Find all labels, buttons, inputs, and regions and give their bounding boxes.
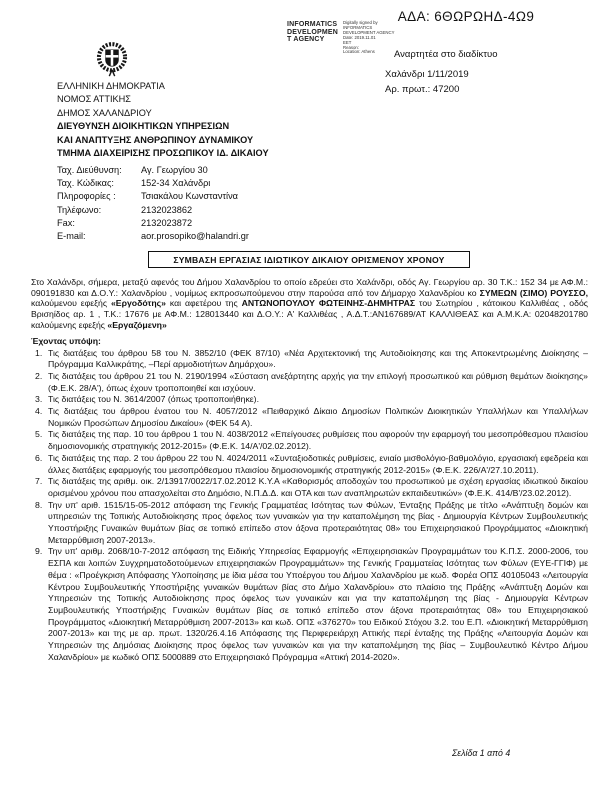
contact-value: 152-34 Χαλάνδρι (141, 178, 211, 189)
list-item-number: 5. (35, 429, 43, 440)
ada-code: ΑΔΑ: 6ΘΩΡΩΗΔ-4Ω9 (397, 9, 535, 24)
signature-line: EET (343, 39, 352, 45)
contact-value: Τσιακάλου Κωνσταντίνα (141, 191, 238, 202)
intro-paragraph (31, 277, 588, 331)
list-item-7 (31, 476, 588, 499)
contact-row-postcode (57, 177, 249, 190)
list-item-text: Την υπ' αριθ. 1515/15-05-2012 απόφαση της Γενικής Γραμματέας Ισότητας των Φύλων, Ένταξης Πράξης με τίτλο «Ανάπτυξη δομών και υπηρεσιών της Τοπικής Αυτοδιοίκησης προς όφελος των γυναικών για την καταπολέμηση της βίας - Δημιουργία Κέντρων Συμβουλευτικής Υποστήριξης Γυναικών θυμάτων βίας σε τοπικό επίπεδο στον άξονα προτεραιότητας 08» του Επιχειρησιακού Προγράμματος «Διοικητική Μεταρρύθμιση 2007-2013». (48, 499, 588, 545)
list-item-text: Τις διατάξεις της παρ. 2 του άρθρου 22 του Ν. 4024/2011 «Συνταξιοδοτικές ρυθμίσεις, ενιαίο μισθολόγιο-βαθμολόγιο, εργασιακή εφεδρεία και άλλες διατάξεις εφαρμογής του μεσοπρόθεσμου πλαισίου δημοσιονομικής στρατηγικής 2012-2015» (Φ.Ε.Κ. 226/Α'/27.10.2011). (48, 452, 588, 475)
stamp-line: INFORMATICS (287, 21, 338, 28)
contact-row-phone (57, 204, 249, 217)
contact-row-information (57, 190, 249, 203)
stamp-line: T AGENCY (287, 36, 325, 44)
list-item-text: Τις διατάξεις του άρθρου ένατου του Ν. 4057/2012 «Πειθαρχικό Δίκαιο Δημοσίων Πολιτικών Διοικητικών Υπαλλήλων και Υπαλλήλων Νομικών Προσώπων Δημοσίου Δικαίου» (ΦΕΚ 54 Α). (48, 406, 588, 428)
list-item-number: 9. (35, 546, 43, 557)
intro-segment: Στο Χαλάνδρι, σήμερα, μεταξύ αφενός του Δήμου Χαλανδρίου το οποίο εδρεύει στο Χαλάνδρι, οδός Αγ. Γεωργίου αρ. 30 Τ.Κ.: 152 34 με ΑΦ.Μ.: 090191830 και Δ.Ο.Υ.: Χαλανδρίου , νομίμως εκπροσωπούμενου στην παρούσα από τον Δήμαρχο Χαλανδρίου κο (31, 277, 588, 298)
contact-row-address (57, 164, 249, 177)
employee-name: ΑΝΤΩΝΟΠΟΥΛΟΥ ΦΩΤΕΙΝΗΣ-ΔΗΜΗΤΡΑΣ (241, 298, 416, 309)
list-item-3 (31, 394, 588, 406)
list-item-number: 2. (35, 370, 43, 381)
contact-value: 2132023872 (141, 217, 193, 228)
signature-line: Date: 2019.11.01 (343, 34, 376, 40)
letterhead-directorate: ΔΙΕΥΘΥΝΣΗ ΔΙΟΙΚΗΤΙΚΩΝ ΥΠΗΡΕΣΙΩΝ (57, 121, 230, 132)
list-item-5 (31, 429, 588, 452)
signature-line: INFORMATICS (343, 24, 373, 30)
greek-coat-of-arms-icon (94, 40, 130, 78)
letterhead (57, 80, 269, 160)
document-body (31, 277, 588, 664)
contact-label: Ταχ. Διεύθυνση: (57, 165, 122, 175)
posted-on-internet-note: Αναρτητέα στο διαδίκτυο (394, 49, 498, 60)
list-item-number: 6. (35, 452, 43, 463)
contact-info-table (57, 164, 249, 243)
list-item-text: Τις διατάξεις του Ν. 3614/2007 (όπως τροποποιήθηκε). (48, 394, 259, 405)
intro-segment: του Σωτηρίου , κάτοικου Καλλιθέας , οδός Βρισηίδος αρ. 1 , Τ.Κ.: 17676 με ΑΦ.Μ.: 128013440 και Δ.Ο.Υ.: Α' Καλλιθέας , Α.Δ.Τ.:ΑΝ167689/ΑΤ ΚΑΛΛΙΘΕΑΣ και Α.Μ.Κ.Α: 02048201780 καλούμενης εφεξής (31, 298, 588, 330)
contact-row-email (57, 230, 249, 243)
letterhead-municipality: ΔΗΜΟΣ ΧΑΛΑΝΔΡΙΟΥ (57, 107, 152, 118)
list-item-6 (31, 453, 588, 476)
list-item-9 (31, 546, 588, 663)
stamp-line: DEVELOPMEN (287, 28, 339, 36)
letterhead-republic: ΕΛΛΗΝΙΚΗ ΔΗΜΟΚΡΑΤΙΑ (57, 81, 165, 91)
place-date: Χαλάνδρι 1/11/2019 (385, 69, 469, 80)
place-date-block (385, 67, 469, 97)
list-item-text: Τις διατάξεις του άρθρου 21 του Ν. 2190/1994 «Σύσταση ανεξάρτητης αρχής για την επιλογή προσωπικού και ρύθμιση θεμάτων διοίκησης» (Φ.Ε.Κ. 28/Α'), όπως έχουν τροποποιηθεί και ισχύουν. (48, 370, 588, 393)
signature-line: DEVELOPMENT AGENCY (343, 29, 395, 35)
employer-term: «Εργοδότης» (110, 298, 166, 309)
letterhead-department: ΤΜΗΜΑ ΔΙΑΧΕΙΡΙΣΗΣ ΠΡΟΣΩΠΙΚΟΥ ΙΔ. ΔΙΚΑΙΟΥ (57, 148, 269, 159)
employer-name: ΣΥΜΕΩΝ (ΣΙΜΟ) ΡΟΥΣΣΟ, (479, 287, 588, 298)
page-number: Σελίδα 1 από 4 (452, 748, 511, 758)
list-item-number: 7. (35, 476, 43, 487)
contact-value: 2132023862 (141, 204, 193, 215)
signature-line: Digitally signed by (343, 20, 378, 25)
contract-title: ΣΥΜΒΑΣΗ ΕΡΓΑΣΙΑΣ ΙΔΙΩΤΙΚΟΥ ΔΙΚΑΙΟΥ ΟΡΙΣΜΕΝΟΥ ΧΡΟΝΟΥ (148, 251, 470, 268)
list-item-text: Την υπ' αριθμ. 2068/10-7-2012 απόφαση της Ειδικής Υπηρεσίας Εφαρμογής «Επιχειρησιακών Προγραμμάτων του Κ.Π.Σ. 2000-2006, του ΕΣΠΑ και λοιπών Συγχρηματοδοτούμενων επιχειρησιακών Προγραμμάτων» της Γενικής Γραμματείας Ισότητας των Φύλων (ΕΥΕ-ΓΓΙΦ) με θέμα : «Προέγκριση Απόφασης Υλοποίησης με ίδια μέσα του Υποέργου του Δήμου Χαλανδρίου με κωδ. Φορέα ΟΠΣ 40105043 «Λειτουργία Κέντρου Συμβουλευτικής Υποστήριξης γυναικών θυμάτων βίας στο Δήμο Χαλανδρίου» στο πλαίσιο της Πράξης «Ανάπτυξη Δομών και Υπηρεσιών της Τοπικής Αυτοδιοίκησης προς όφελος των γυναικών και για την καταπολέμηση της βίας - Δημιουργία Κέντρων Συμβουλευτικής Υποστήριξης Γυναικών θυμάτων βίας σε τοπικό επίπεδο στον άξονα προτεραιότητας 08» του Επιχειρησιακού Προγράμματος «Διοικητική Μεταρρύθμιση 2007-2013» και κωδ. ΟΠΣ «376270» του Ειδικού Στόχου 3.2. του Ε.Π. «Διοικητική Μεταρρύθμιση 2007-2013» και της με αρ. πρωτ. 1320/26.4.16 Απόφασης της Περιφερειάρχη Αττικής περί ένταξης της Πράξης «Λειτουργία Δομών και Υπηρεσιών της Δημόσιας Διοίκησης προς όφελος των γυναικών και για την καταπολέμηση της βίας – Συμβουλευτικό Κέντρο Δήμου Χαλανδρίου» με κωδικό ΟΠΣ 5000889 στο Επιχειρησιακό Πρόγραμμα «Αττική 2014-2020». (48, 546, 588, 662)
employee-term: «Εργαζόμενη» (107, 319, 167, 330)
list-item-text: Τις διατάξεις της παρ. 10 του άρθρου 1 του Ν. 4038/2012 «Επείγουσες ρυθμίσεις που αφορούν την εφαρμογή του μεσοπρόθεσμου πλαισίου δημοσιονομικής στρατηγικής 2012-2015» (Φ.Ε.Κ. 14/Α'/02.02.2012). (48, 429, 588, 452)
contact-value: Αγ. Γεωργίου 30 (141, 165, 208, 175)
list-item-1 (31, 348, 588, 371)
contact-label: Ταχ. Κώδικας: (57, 178, 114, 189)
list-item-4 (31, 406, 588, 429)
intro-segment: καλούμενου εφεξής (31, 298, 111, 309)
list-item-number: 8. (35, 499, 43, 510)
intro-segment: και αφετέρου της (165, 298, 242, 309)
signature-line: Location: Athens (343, 49, 375, 55)
list-item-text: Τις διατάξεις του άρθρου 58 του Ν. 3852/10 (ΦΕΚ 87/10) «Νέα Αρχιτεκτονική της Αυτοδιοίκησης και της Αποκεντρωμένης Διοίκησης – Πρόγραμμα Καλλικράτης, –Περί αρμοδιοτήτων Δημάρχου». (48, 347, 588, 370)
letterhead-prefecture: ΝΟΜΟΣ ΑΤΤΙΚΗΣ (57, 94, 131, 105)
contact-label: Τηλέφωνο: (57, 204, 102, 215)
legal-basis-list (31, 348, 588, 664)
list-item-number: 4. (35, 406, 43, 417)
list-item-2 (31, 371, 588, 394)
list-item-number: 1. (35, 347, 43, 358)
contact-value: aor.prosopiko@halandri.gr (141, 231, 249, 242)
list-item-number: 3. (35, 394, 43, 405)
having-regard-heading: Έχοντας υπόψη: (31, 335, 101, 346)
protocol-number: Αρ. πρωτ.: 47200 (385, 84, 460, 95)
list-item-8 (31, 500, 588, 547)
contact-label: E-mail: (57, 231, 86, 242)
signature-line: Reason: (343, 44, 360, 50)
contact-label: Πληροφορίες : (57, 191, 116, 202)
list-item-text: Τις διατάξεις της αριθμ. οικ. 2/13917/0022/17.02.2012 Κ.Υ.Α «Καθορισμός αποδοχών του προσωπικού με σχέση εργασίας ιδιωτικού δικαίου ορισμένου χρόνου που απασχολείται στο Δημόσιο, Ν.Π.Δ.Δ. και ΟΤΑ και των αναπληρωτών εκπαιδευτικών» (Φ.Ε.Κ. 414/Β'/23.02.2012). (48, 476, 588, 498)
contact-label: Fax: (57, 217, 75, 228)
informatics-agency-stamp (287, 21, 338, 44)
letterhead-directorate-2: ΚΑΙ ΑΝΑΠΤΥΞΗΣ ΑΝΘΡΩΠΙΝΟΥ ΔΥΝΑΜΙΚΟΥ (57, 134, 254, 145)
contact-row-fax (57, 217, 249, 230)
